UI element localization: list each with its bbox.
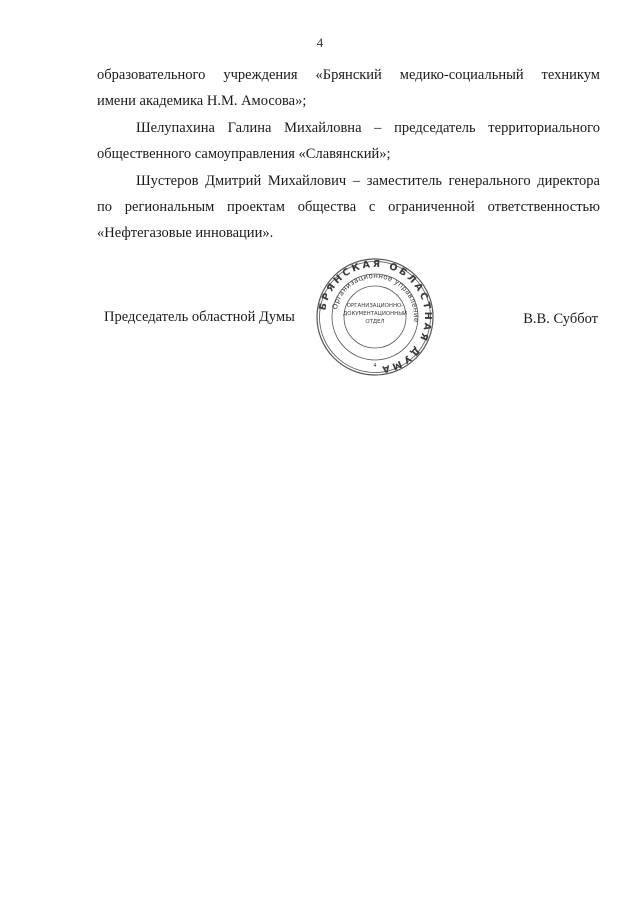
paragraph-2 [97, 115, 600, 167]
stamp-inner-ring-text: Организационное управление [330, 271, 421, 323]
stamp-center-line-2: ДОКУМЕНТАЦИОННЫЙ [342, 311, 408, 317]
signatory-name: В.В. Суббот [523, 311, 598, 327]
paragraph-line: Шустеров Дмитрий Михайлович – заместитель генерального директора [136, 173, 600, 189]
signatory-position: Председатель областной Думы [104, 309, 295, 325]
paragraph-line: общественного самоуправления «Славянский»; [97, 146, 391, 162]
paragraph-line: имени академика Н.М. Амосова»; [97, 93, 307, 109]
paragraph-line: образовательного учреждения «Брянский медико-социальный техникум [97, 67, 600, 83]
paragraph-line: по региональным проектам общества с ограниченной ответственностью [97, 199, 600, 215]
stamp-center-line-3: ОТДЕЛ [365, 319, 385, 325]
stamp-number: 4 [373, 363, 377, 369]
page-number: 4 [316, 35, 324, 50]
official-seal-stamp [315, 257, 435, 377]
paragraph-1 [97, 62, 600, 114]
paragraph-line: Шелупахина Галина Михайловна – председатель территориального [136, 120, 600, 136]
stamp-outer-text: БРЯНСКАЯ ОБЛАСТНАЯ ДУМА [317, 258, 434, 375]
paragraph-line: «Нефтегазовые инновации». [97, 225, 274, 241]
stamp-center-line-1: ОРГАНИЗАЦИОННО- [346, 303, 404, 309]
paragraph-3 [97, 168, 600, 246]
